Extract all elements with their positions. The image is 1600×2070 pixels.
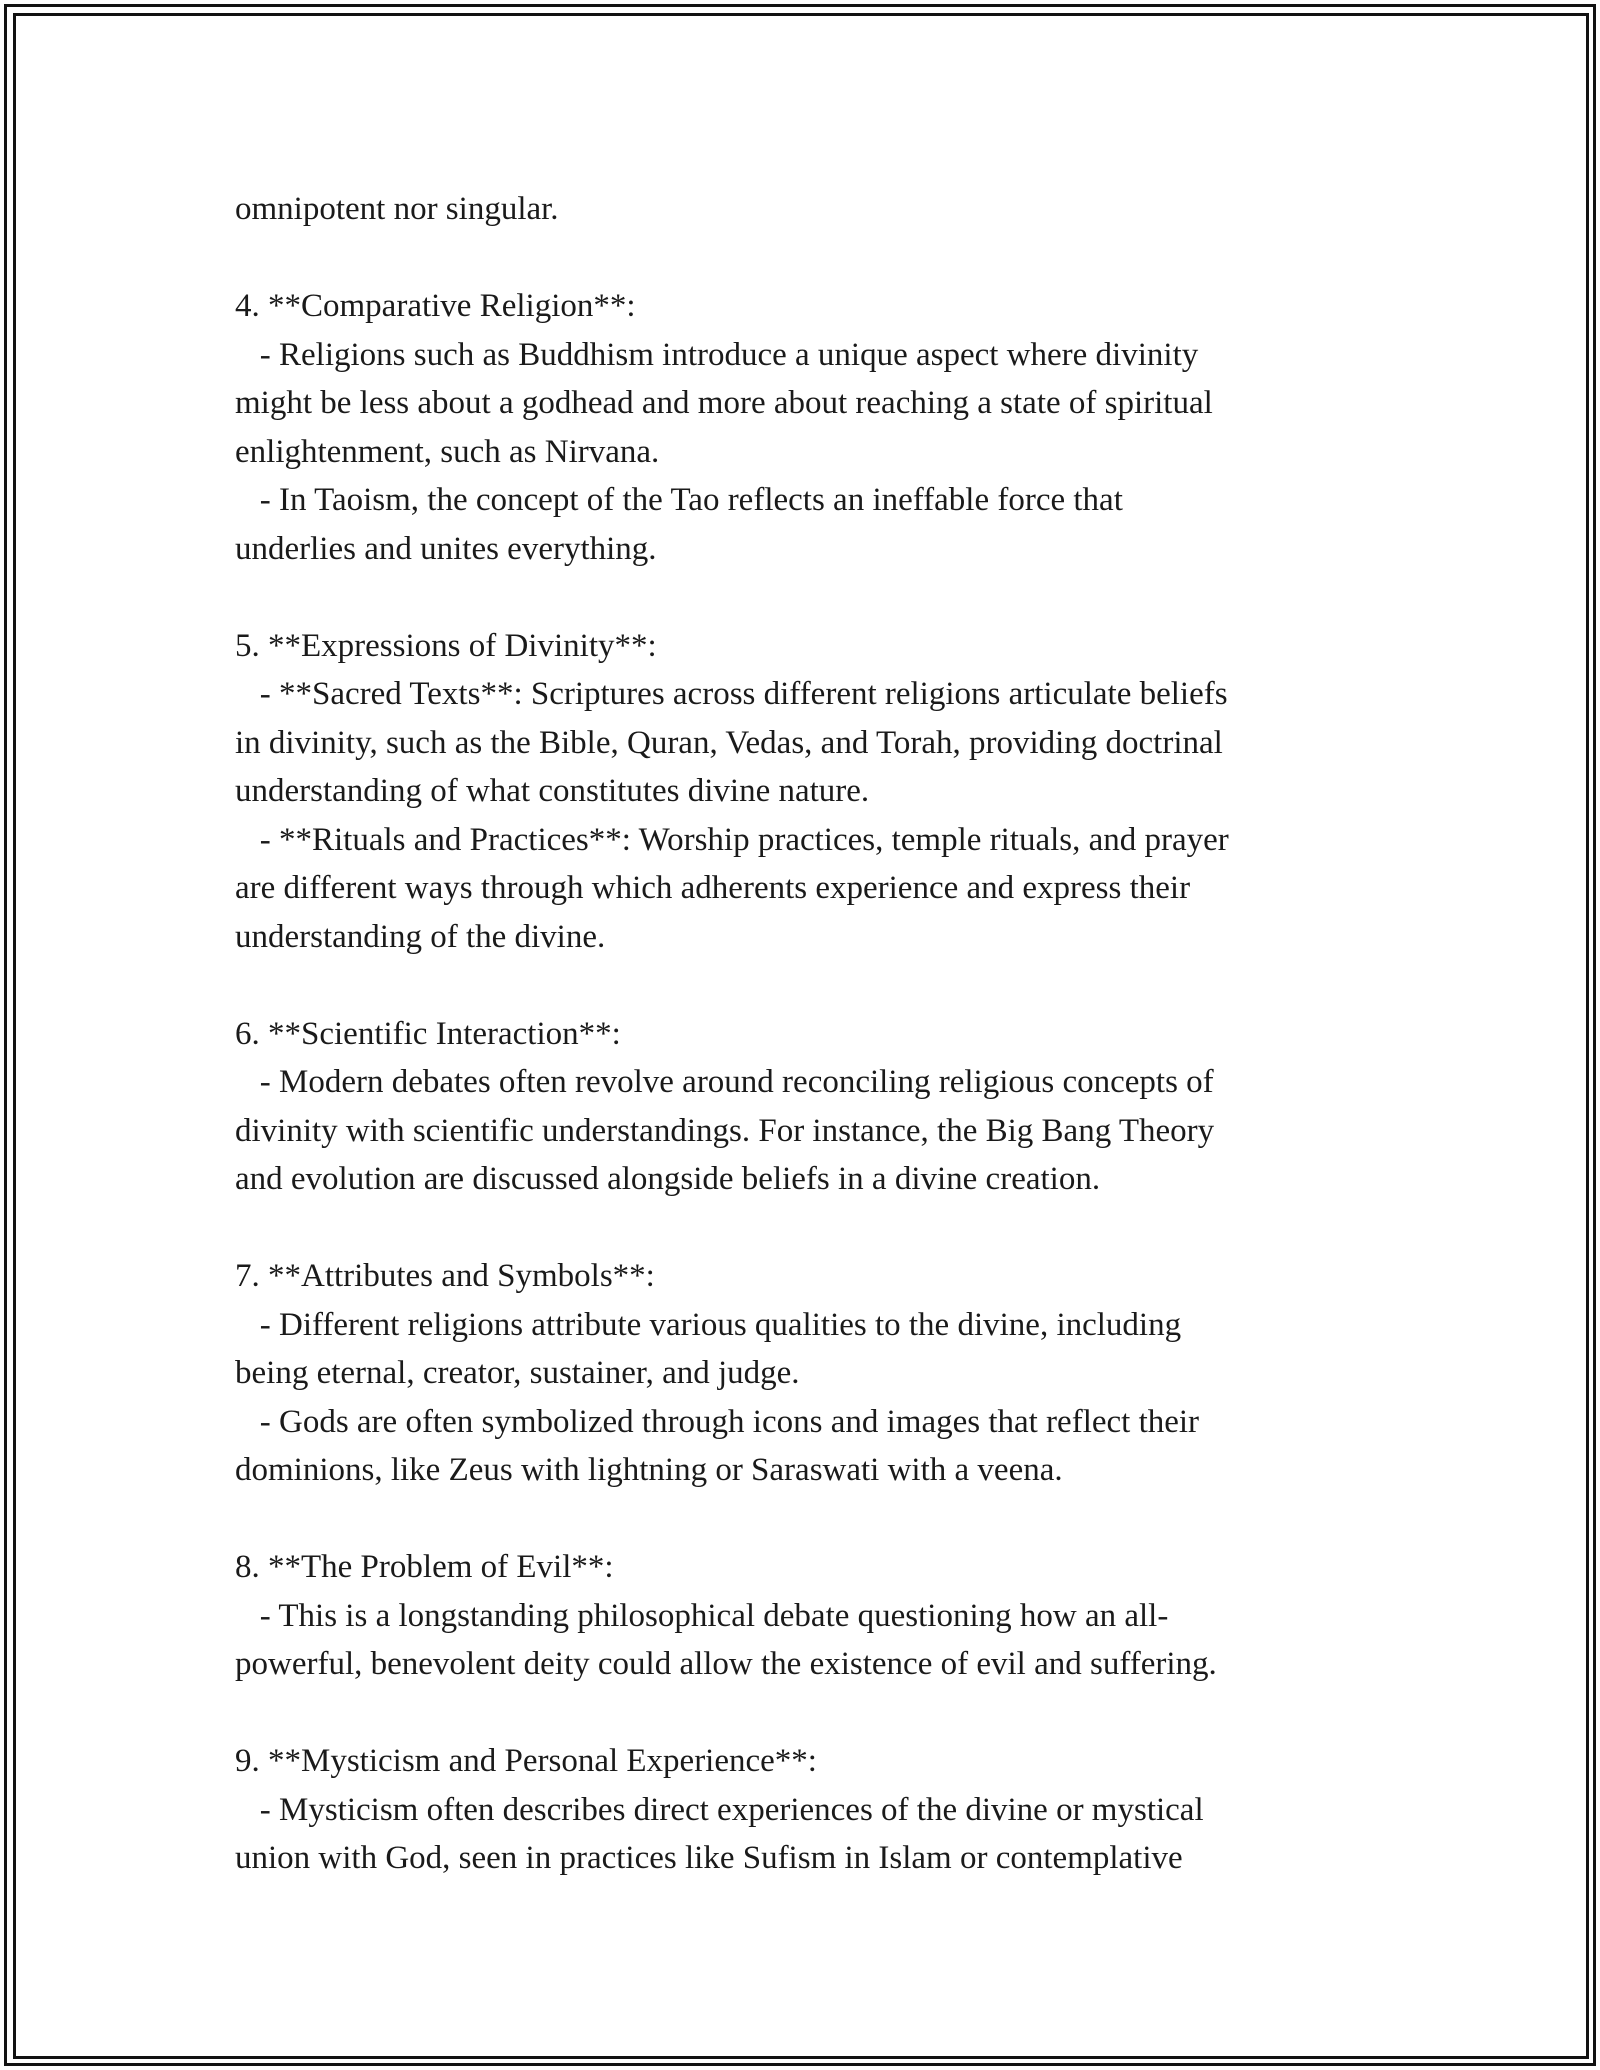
section-heading: 8. **The Problem of Evil**: [235,1549,614,1585]
text-line: being eternal, creator, sustainer, and judge. [235,1355,800,1391]
text-line: - Different religions attribute various qualities to the divine, including [235,1306,1182,1343]
section-heading: 9. **Mysticism and Personal Experience**: [235,1743,817,1779]
section-heading: 7. **Attributes and Symbols**: [235,1258,655,1294]
blank-line [235,234,1375,283]
blank-line [235,573,1375,622]
text-line: - Gods are often symbolized through icons and images that reflect their [235,1403,1200,1440]
section-heading: 5. **Expressions of Divinity**: [235,627,657,664]
text-line: understanding of what constitutes divine nature. [235,773,870,809]
document-body [235,185,1375,1883]
text-line: and evolution are discussed alongside beliefs in a divine creation. [235,1161,1101,1197]
text-line: - **Sacred Texts**: Scriptures across different religions articulate beliefs [235,676,1228,712]
text-line: - Religions such as Buddhism introduce a unique aspect where divinity [235,336,1199,373]
text-line: underlies and unites everything. [235,530,657,567]
text-line: union with God, seen in practices like Sufism in Islam or contemplative [235,1840,1183,1876]
text-line: dominions, like Zeus with lightning or Saraswati with a veena. [235,1452,1063,1488]
text-line: understanding of the divine. [235,918,606,955]
text-line: divinity with scientific understandings. For instance, the Big Bang Theory [235,1112,1215,1149]
section-heading: 6. **Scientific Interaction**: [235,1015,621,1052]
text-line: enlightenment, such as Nirvana. [235,433,660,470]
text-line: - In Taoism, the concept of the Tao reflects an ineffable force that [235,482,1123,518]
text-line: in divinity, such as the Bible, Quran, Vedas, and Torah, providing doctrinal [235,724,1223,761]
blank-line [235,961,1375,1010]
text-line: - Mysticism often describes direct experiences of the divine or mystical [235,1791,1204,1828]
text-line: - This is a longstanding philosophical debate questioning how an all- [235,1597,1169,1634]
blank-line [235,1689,1375,1738]
blank-line [235,1495,1375,1544]
text-line: - Modern debates often revolve around reconciling religious concepts of [235,1064,1214,1100]
text-line: powerful, benevolent deity could allow the existence of evil and suffering. [235,1646,1217,1682]
text-line: omnipotent nor singular. [235,191,559,227]
section-heading: 4. **Comparative Religion**: [235,288,636,324]
text-line: might be less about a godhead and more about reaching a state of spiritual [235,385,1213,421]
text-line: - **Rituals and Practices**: Worship practices, temple rituals, and prayer [235,821,1229,858]
blank-line [235,1204,1375,1253]
text-line: are different ways through which adherents experience and express their [235,870,1191,906]
